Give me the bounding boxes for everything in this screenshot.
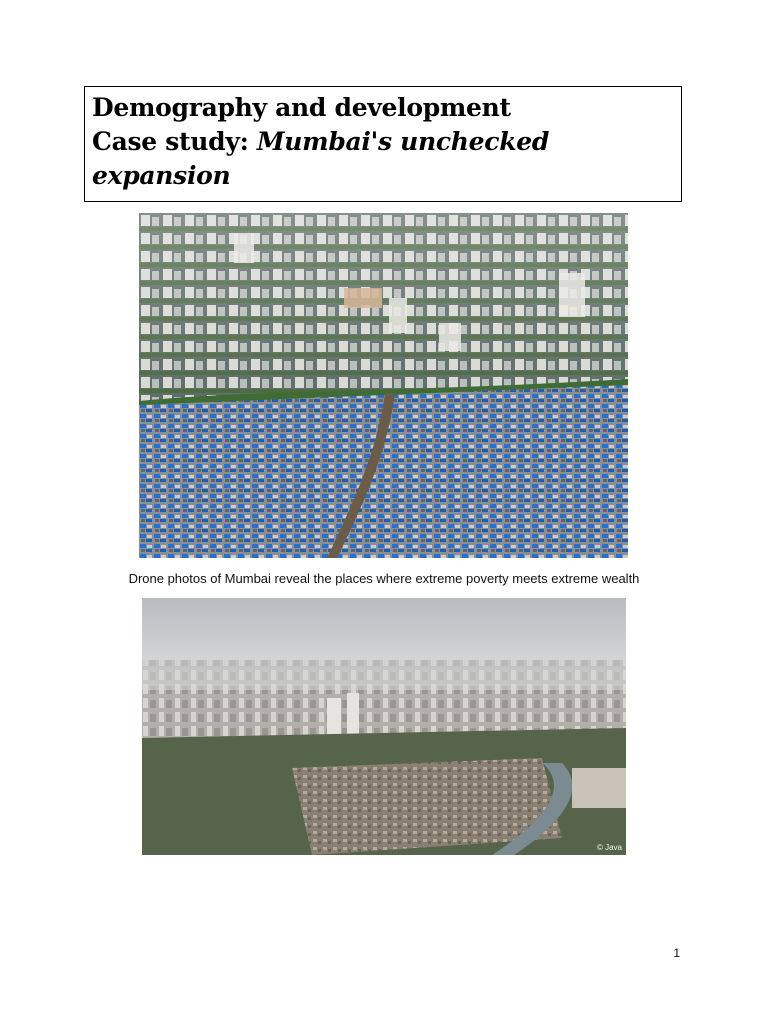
drone-photo-top bbox=[139, 213, 628, 558]
drone-photo-top-image bbox=[139, 213, 628, 558]
photo-caption: Drone photos of Mumbai reveal the places where extreme poverty meets extreme wealth bbox=[128, 571, 640, 586]
case-study-title bbox=[92, 125, 681, 159]
document-heading: Demography and development bbox=[92, 93, 511, 122]
case-study-label: Case study: bbox=[92, 127, 249, 156]
case-study-title-line1: Mumbai's unchecked bbox=[256, 127, 550, 156]
aerial-photo-bottom bbox=[142, 598, 626, 855]
case-study-title-continued bbox=[92, 159, 681, 193]
case-study-title-line2: expansion bbox=[92, 161, 231, 190]
page-number: 1 bbox=[673, 946, 680, 960]
title-box bbox=[84, 86, 682, 202]
photo-credit: © Java bbox=[596, 843, 622, 852]
aerial-photo-bottom-image bbox=[142, 598, 626, 855]
